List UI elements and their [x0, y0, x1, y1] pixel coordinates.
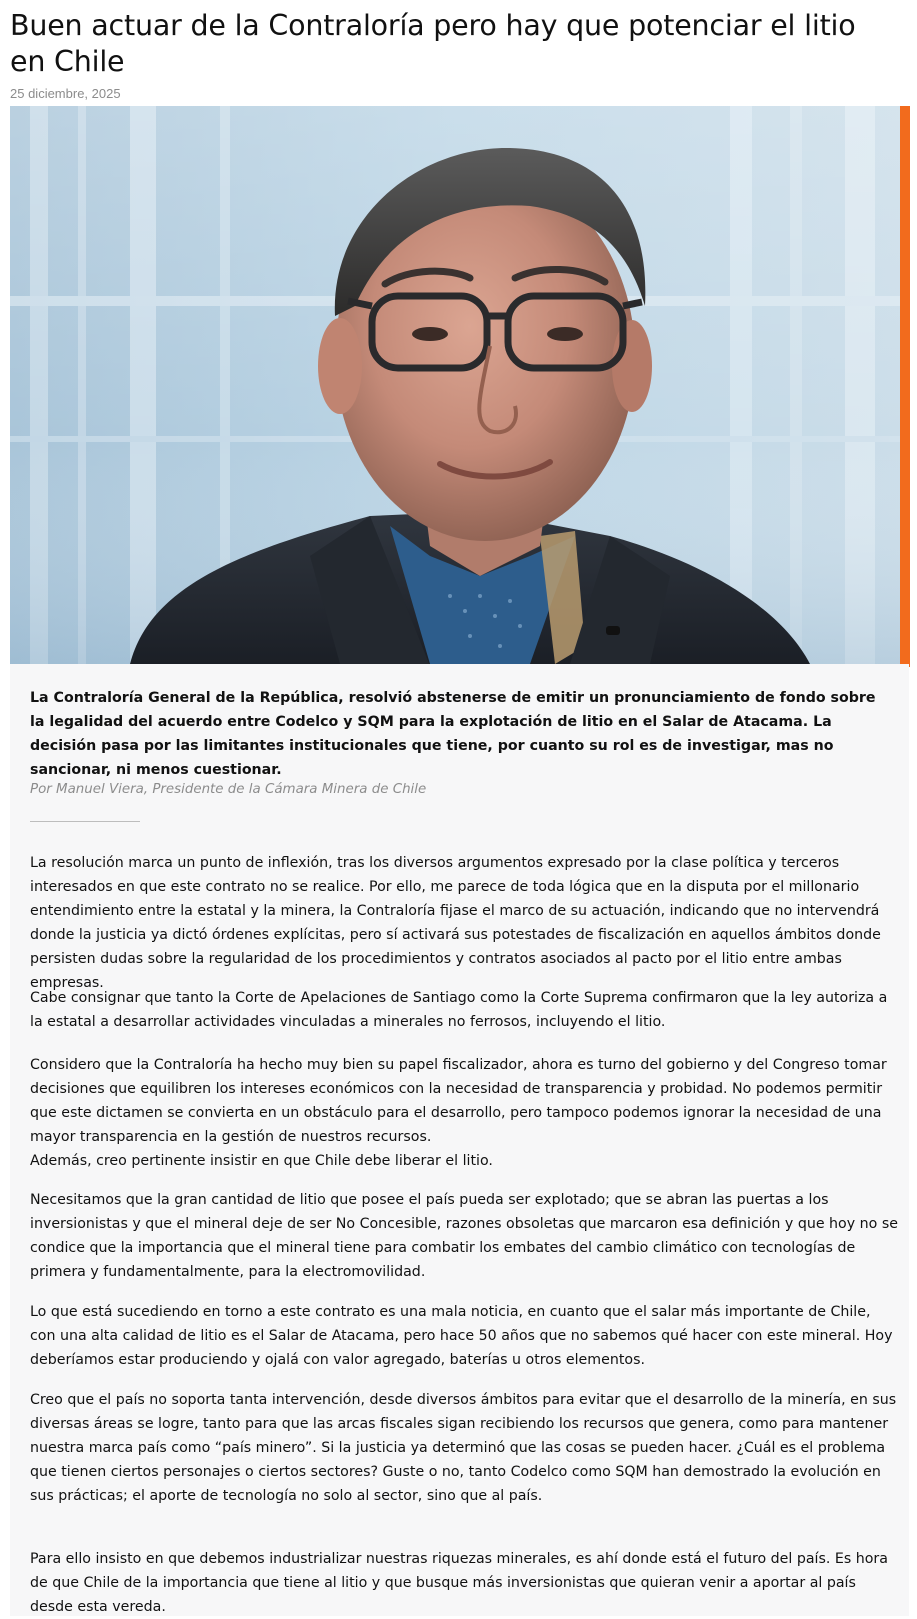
byline-divider: [30, 821, 140, 822]
article-paragraph: Lo que está sucediendo en torno a este contrato es una mala noticia, en cuanto que el salar más importante de Chile, con una alta calidad de litio es el Salar de Atacama, pero hace 50 años que no sabemos qué hacer con este mineral. Hoy deberíamos estar produciendo y ojalá con valor agregado, baterías u otros elementos.: [30, 1304, 893, 1368]
hero-portrait-image: [10, 106, 901, 664]
article-paragraph: Necesitamos que la gran cantidad de litio que posee el país pueda ser explotado; que se abran las puertas a los inversionistas y que el mineral deje de ser No Concesible, razones obsoletas que marcaron esa definición y que hoy no se condice que la importancia que el mineral tiene para combatir los embates del cambio climático con tecnologías de primera y fundamentalmente, para la electromovilidad.: [30, 1192, 898, 1280]
portrait-illustration: [10, 106, 901, 664]
article-paragraph-text: Considero que la Contraloría ha hecho muy bien su papel fiscalizador, ahora es turno del gobierno y del Congreso tomar decisiones que equilibren los intereses económicos con la necesidad de transparencia y probidad. No podemos permitir que este dictamen se convierta en un obstáculo para el desarrollo, pero tampoco podemos ignorar la necesidad de una mayor transparencia en la gestión de nuestros recursos.: [30, 1057, 887, 1145]
article-body: [10, 664, 909, 1616]
article-paragraph: Para ello insisto en que debemos industrializar nuestras riquezas minerales, es ahí donde está el futuro del país. Es hora de que Chile de la importancia que tiene al litio y que busque más inversionistas que quieran venir a aportar al país desde esta vereda.: [30, 1551, 888, 1615]
article-date: 25 diciembre, 2025: [10, 86, 121, 101]
article-paragraph: [30, 1053, 898, 1173]
article-paragraph: Creo que el país no soporta tanta intervención, desde diversos ámbitos para evitar que el desarrollo de la minería, en sus diversas áreas se logre, tanto para que las arcas fiscales sigan recibiendo los recursos que genera, como para mantener nuestra marca país como “país minero”. Si la justicia ya determinó que las cosas se pueden hacer. ¿Cuál es el problema que tienen ciertos personajes o ciertos sectores? Guste o no, tanto Codelco como SQM han demostrado la evolución en sus prácticas; el aporte de tecnología no solo al sector, sino que al país.: [30, 1392, 897, 1504]
article-paragraph: Cabe consignar que tanto la Corte de Apelaciones de Santiago como la Corte Suprema confirmaron que la ley autoriza a la estatal a desarrollar actividades vinculadas a minerales no ferrosos, incluyendo el litio.: [30, 990, 888, 1030]
article-paragraph-text: Además, creo pertinente insistir en que Chile debe liberar el litio.: [30, 1153, 493, 1169]
article-paragraph: La resolución marca un punto de inflexión, tras los diversos argumentos expresado por la clase política y terceros interesados en que este contrato no se realice. Por ello, me parece de toda lógica que en la disputa por el millonario entendimiento entre la estatal y la minera, la Contraloría fijase el marco de su actuación, indicando que no intervendrá donde la justicia ya dictó órdenes explícitas, pero sí activará sus potestades de fiscalización en aquellos ámbitos donde persisten dudas sobre la regularidad de los procedimientos y contratos asociados al pacto por el litio entre ambas empresas.: [30, 855, 881, 991]
article-lead: La Contraloría General de la República, resolvió abstenerse de emitir un pronunciamiento de fondo sobre la legalidad del acuerdo entre Codelco y SQM para la explotación de litio en el Salar de Atacama. La decisión pasa por las limitantes institucionales que tiene, por cuanto su rol es de investigar, mas no sancionar, ni menos cuestionar.: [30, 690, 876, 778]
article-byline: Por Manuel Viera, Presidente de la Cámara Minera de Chile: [30, 782, 427, 797]
accent-bar: [900, 106, 910, 667]
article-title: Buen actuar de la Contraloría pero hay que potenciar el litio en Chile: [10, 9, 856, 78]
